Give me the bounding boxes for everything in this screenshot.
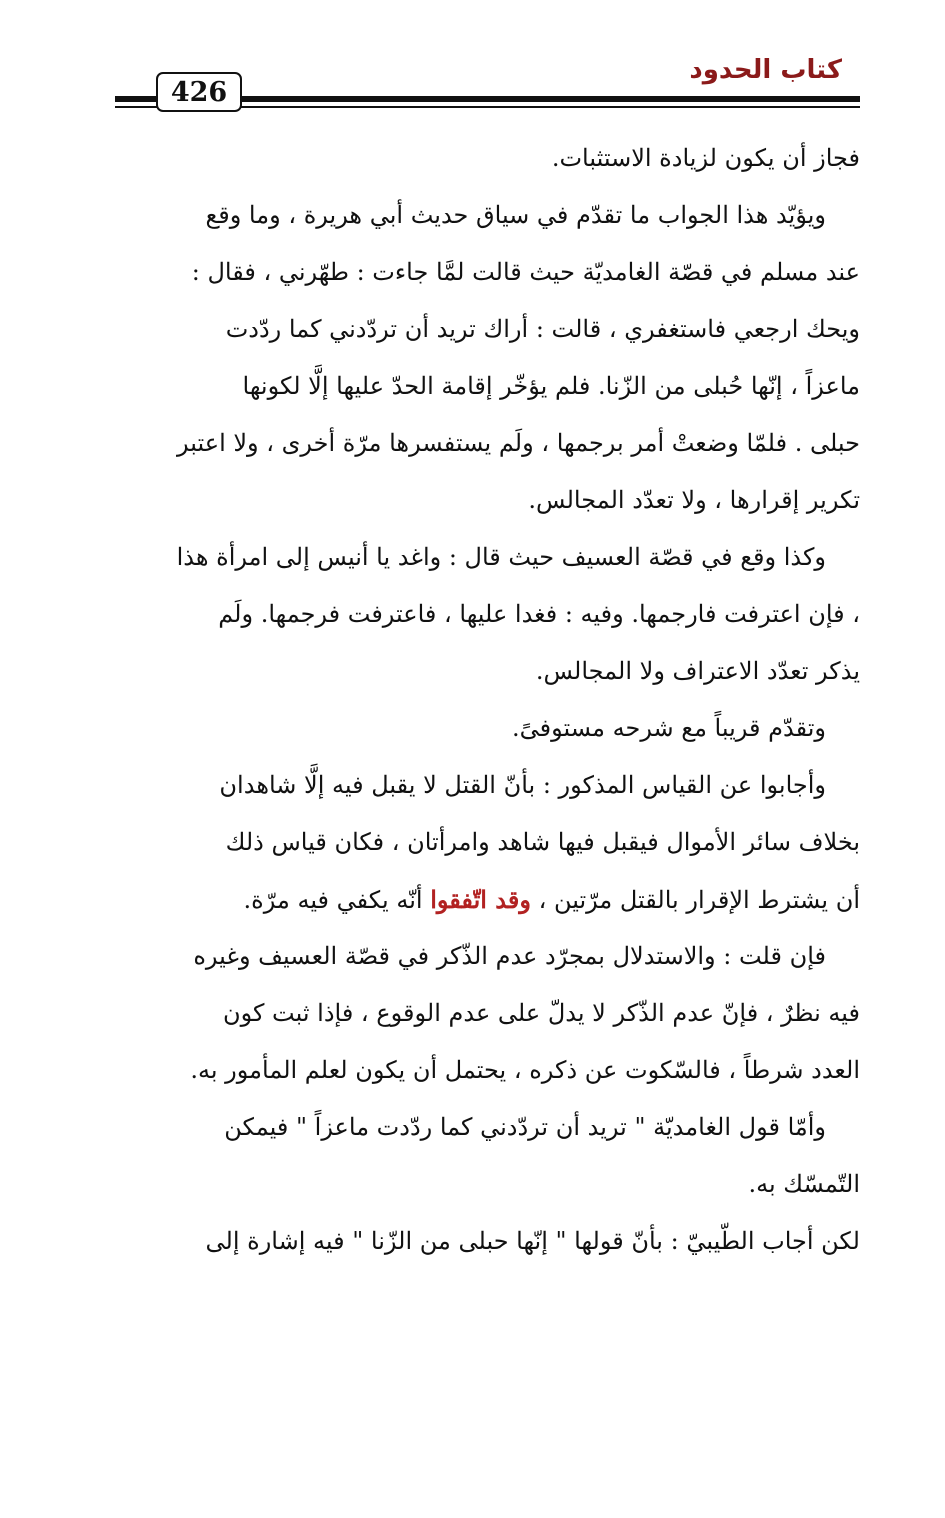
text-segment: أنّه يكفي فيه مرّة. (243, 886, 431, 914)
text-line: وأجابوا عن القياس المذكور : بأنّ القتل لا يقبل فيه إلَّا شاهدان (219, 771, 826, 799)
text-line: العدد شرطاً ، فالسّكوت عن ذكره ، يحتمل أن يكون لعلم المأمور به. (190, 1056, 860, 1084)
text-line: فيه نظرٌ ، فإنّ عدم الذّكر لا يدلّ على عدم الوقوع ، فإذا ثبت كون (222, 999, 860, 1027)
text-line: ويحك ارجعي فاستغفري ، قالت : أراك تريد أن تردّدني كما ردّدت (225, 315, 860, 343)
page-header (0, 0, 945, 120)
text-line: حبلى . فلمّا وضعتْ أمر برجمها ، ولَم يستفسرها مرّة أخرى ، ولا اعتبر (177, 429, 860, 457)
book-title: كتاب الحدود (689, 55, 842, 85)
text-line (112, 871, 860, 928)
text-line: عند مسلم في قصّة الغامديّة حيث قالت لمَّا جاءت : طهّرني ، فقال : (191, 258, 860, 286)
text-line: فإن قلت : والاستدلال بمجرّد عدم الذّكر في قصّة العسيف وغيره (193, 942, 826, 970)
text-line: ماعزاً ، إنّها حُبلى من الزّنا. فلم يؤخّر إقامة الحدّ عليها إلَّا لكونها (242, 372, 860, 400)
text-line: فجاز أن يكون لزيادة الاستثبات. (551, 144, 860, 172)
text-line: وأمّا قول الغامديّة " تريد أن تردّدني كما ردّدت ماعزاً " فيمكن (224, 1113, 826, 1141)
text-line: وكذا وقع في قصّة العسيف حيث قال : واغد يا أنيس إلى امرأة هذا (176, 543, 826, 571)
text-segment: أن يشترط الإقرار بالقتل مرّتين ، (530, 886, 860, 914)
text-line: وتقدّم قريباً مع شرحه مستوفىً. (511, 714, 826, 742)
text-line: التّمسّك به. (748, 1170, 860, 1198)
highlighted-phrase: وقد اتّفقوا (430, 885, 531, 914)
text-line: ، فإن اعترفت فارجمها. وفيه : فغدا عليها ، فاعترفت فرجمها. ولَم (218, 600, 860, 628)
page-number: 426 (156, 72, 242, 112)
text-line: تكرير إقرارها ، ولا تعدّد المجالس. (528, 486, 860, 514)
text-line: بخلاف سائر الأموال فيقبل فيها شاهد وامرأتان ، فكان قياس ذلك (225, 828, 860, 856)
main-text (112, 130, 860, 1270)
text-line: ويؤيّد هذا الجواب ما تقدّم في سياق حديث أبي هريرة ، وما وقع (205, 201, 826, 229)
text-line: لكن أجاب الطّيبيّ : بأنّ قولها " إنّها حبلى من الزّنا " فيه إشارة إلى (205, 1227, 860, 1255)
text-line: يذكر تعدّد الاعتراف ولا المجالس. (535, 657, 860, 685)
